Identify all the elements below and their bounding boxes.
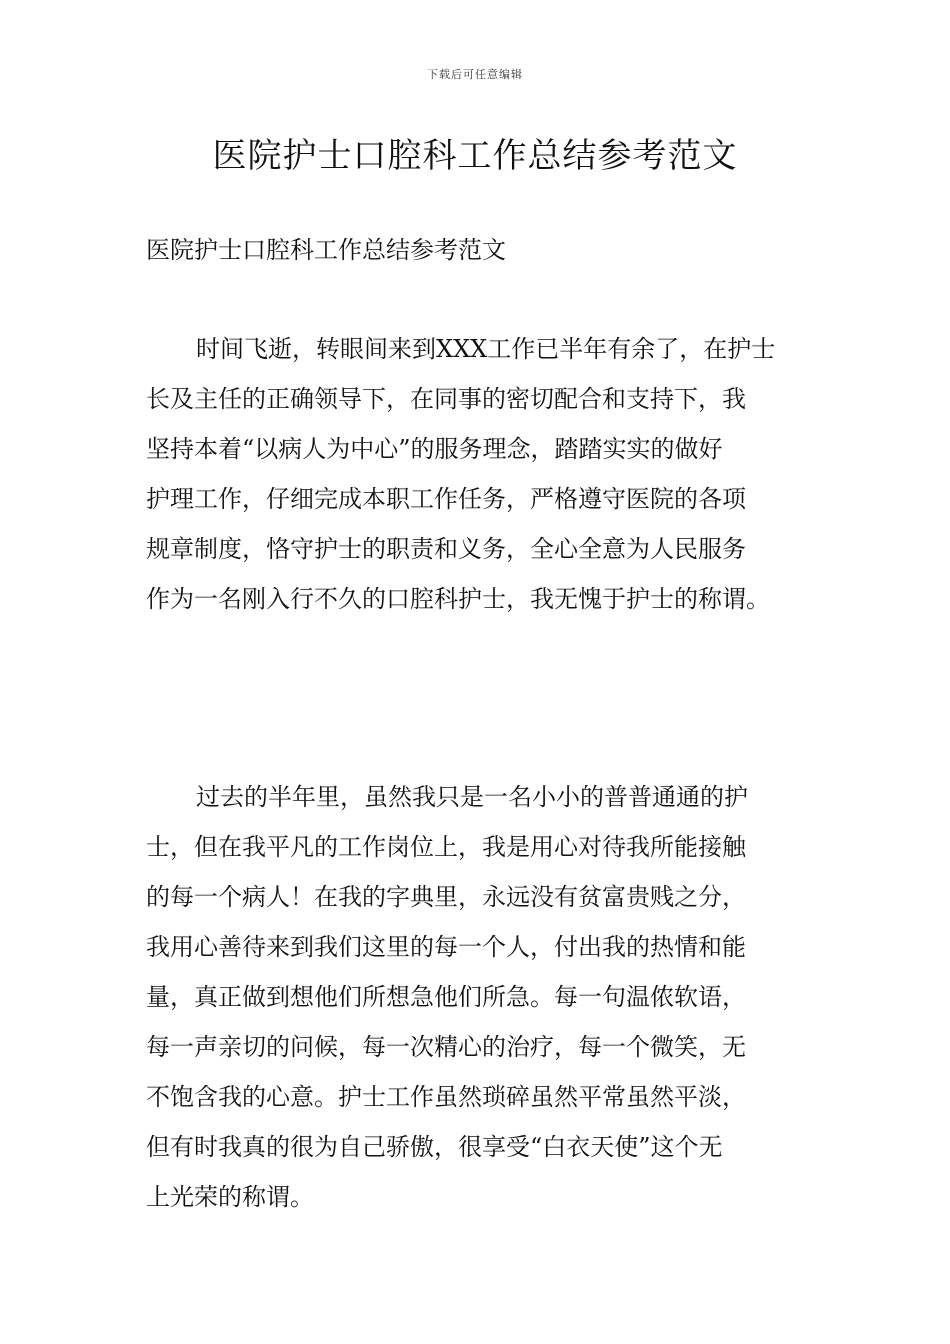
paragraph-line: 上光荣的称谓。: [146, 1183, 314, 1211]
paragraph-line: 护理工作，仔细完成本职工作任务，严格遵守医院的各项: [146, 485, 746, 513]
header-note: 下载后可任意编辑: [427, 68, 523, 81]
paragraph-line: 士，但在我平凡的工作岗位上，我是用心对待我所能接触: [146, 833, 746, 861]
paragraph-line: 过去的半年里，虽然我只是一名小小的普普通通的护: [196, 783, 748, 811]
paragraph-line: 作为一名刚入行不久的口腔科护士，我无愧于护士的称谓。: [146, 585, 770, 613]
document-subtitle: 医院护士口腔科工作总结参考范文: [146, 236, 506, 264]
paragraph-line: 我用心善待来到我们这里的每一个人，付出我的热情和能: [146, 933, 746, 961]
paragraph-line: 每一声亲切的问候，每一次精心的治疗，每一个微笑，无: [146, 1033, 746, 1061]
paragraph-line: 长及主任的正确领导下，在同事的密切配合和支持下，我: [146, 385, 746, 413]
document-title: 医院护士口腔科工作总结参考范文: [212, 136, 738, 176]
paragraph-1: [146, 324, 806, 624]
paragraph-line: 但有时我真的很为自己骄傲，很享受“白衣天使”这个无: [146, 1133, 723, 1161]
paragraph-line: 时间飞逝，转眼间来到XXX工作已半年有余了，在护士: [196, 335, 776, 363]
paragraph-line: 坚持本着“以病人为中心”的服务理念，踏踏实实的做好: [146, 435, 723, 463]
paragraph-2: [146, 772, 806, 1222]
paragraph-line: 不饱含我的心意。护士工作虽然琐碎虽然平常虽然平淡，: [146, 1083, 746, 1111]
paragraph-line: 的每一个病人！在我的字典里，永远没有贫富贵贱之分，: [146, 883, 746, 911]
paragraph-line: 规章制度，恪守护士的职责和义务，全心全意为人民服务: [146, 535, 746, 563]
paragraph-line: 量，真正做到想他们所想急他们所急。每一句温侬软语，: [146, 983, 746, 1011]
